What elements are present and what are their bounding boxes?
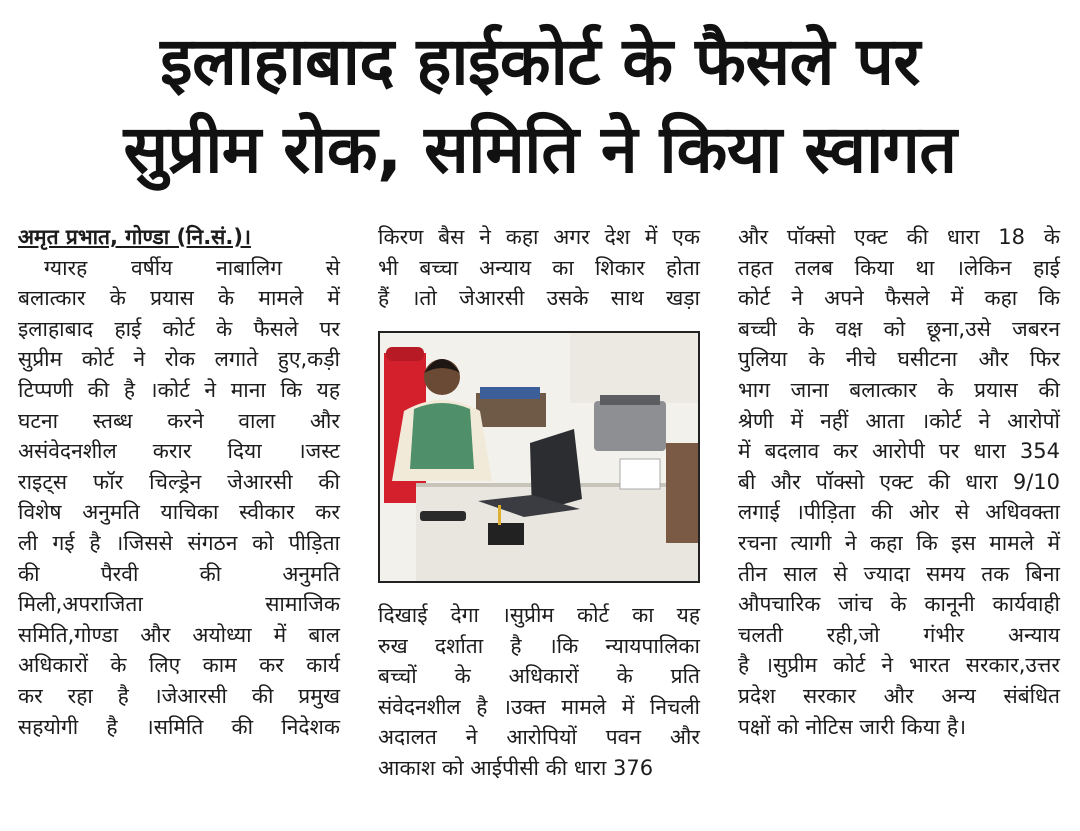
photo-files: [480, 387, 540, 399]
text-line: मिली,अपराजिता सामाजिक: [18, 592, 340, 617]
text-line: अधिकारों के लिए काम कर कार्य: [18, 653, 340, 678]
text-line: बलात्कार के प्रयास के मामले में: [18, 286, 340, 311]
text-line: चलती रही,जो गंभीर अन्याय: [738, 622, 1060, 647]
text-line: प्रदेश सरकार और अन्य संबंधित: [738, 683, 1060, 708]
article-column-2-top: [378, 222, 700, 314]
text-line: बच्चों के अधिकारों के प्रति: [378, 664, 700, 689]
news-photo: [378, 331, 700, 583]
text-line: कर रहा है ।जेआरसी की प्रमुख: [18, 683, 340, 708]
office-scene-illustration: [380, 333, 698, 581]
text-line: बी और पॉक्सो एक्ट की धारा 9/10: [738, 469, 1060, 494]
text-line: भी बच्चा अन्याय का शिकार होता: [378, 255, 700, 280]
photo-printer-tray: [600, 395, 660, 405]
photo-pencil: [498, 505, 501, 525]
text-line: राइट्स फॉर चिल्ड्रेन जेआरसी की: [18, 469, 340, 494]
text-line: किरण बैस ने कहा अगर देश में एक: [378, 225, 700, 249]
photo-chair-top: [386, 347, 424, 361]
photo-phone: [420, 511, 466, 521]
text-line: तीन साल से ज्यादा समय तक बिना: [738, 561, 1060, 586]
photo-window-shade: [570, 333, 698, 403]
headline-line-1: इलाहाबाद हाईकोर्ट के फैसले पर: [160, 23, 920, 100]
text-line: ली गई है ।जिससे संगठन को पीड़िता: [18, 530, 340, 555]
text-line: दिखाई देगा ।सुप्रीम कोर्ट का यह: [378, 603, 700, 627]
text-line: पुलिया के नीचे घसीटना और फिर: [738, 347, 1060, 372]
text-line: हैं ।तो जेआरसी उसके साथ खड़ा: [378, 286, 700, 311]
text-line: संवेदनशील है ।उक्त मामले में निचली: [378, 694, 700, 719]
article-column-3: [738, 222, 1060, 742]
text-line: लगाई ।पीड़िता की ओर से अधिवक्ता: [738, 500, 1060, 525]
text-line: पक्षों को नोटिस जारी किया है।: [738, 714, 967, 739]
text-line: सहयोगी है ।समिति की निदेशक: [18, 714, 340, 739]
text-line: की पैरवी की अनुमति: [18, 561, 340, 586]
photo-printer: [594, 401, 666, 451]
text-line: असंवेदनशील करार दिया ।जस्ट: [18, 439, 340, 464]
text-line: में बदलाव कर आरोपी पर धारा 354: [738, 439, 1060, 464]
text-line: ग्यारह वर्षीय नाबालिग से: [44, 255, 340, 280]
article-column-1: [18, 222, 340, 742]
text-line: कोर्ट ने अपने फैसले में कहा कि: [738, 286, 1060, 311]
text-line: आकाश को आईपीसी की धारा 376: [378, 755, 654, 780]
text-line: घटना स्तब्ध करने वाला और: [18, 408, 340, 433]
photo-nameplate: [620, 459, 660, 489]
text-line: विशेष अनुमति याचिका स्वीकार कर: [18, 500, 340, 525]
text-line: और पॉक्सो एक्ट की धारा 18 के: [738, 225, 1060, 249]
text-line: श्रेणी में नहीं आता ।कोर्ट ने आरोपों: [738, 408, 1060, 433]
text-line: रचना त्यागी ने कहा कि इस मामले में: [738, 530, 1060, 555]
dateline: अमृत प्रभात, गोण्डा (नि.सं.)।: [18, 225, 251, 249]
text-line: इलाहाबाद हाई कोर्ट के फैसले पर: [18, 316, 340, 341]
article-column-2-bottom: [378, 600, 700, 784]
text-line: सुप्रीम कोर्ट ने रोक लगाते हुए,कड़ी: [18, 347, 340, 372]
text-line: रुख दर्शाता है ।कि न्यायपालिका: [378, 633, 700, 658]
text-line: समिति,गोण्डा और अयोध्या में बाल: [18, 622, 340, 647]
photo-pen-stand: [488, 523, 524, 545]
headline: [0, 18, 1080, 194]
text-line: अदालत ने आरोपियों पवन और: [378, 725, 700, 750]
headline-line-2: सुप्रीम रोक, समिति ने किया स्वागत: [123, 111, 957, 188]
text-line: तहत तलब किया था ।लेकिन हाई: [738, 255, 1060, 280]
photo-person-jacket: [410, 403, 474, 469]
photo-wall-panel: [666, 443, 698, 543]
text-line: भाग जाना बलात्कार के प्रयास की: [738, 377, 1060, 402]
text-line: बच्ची के वक्ष को छूना,उसे जबरन: [738, 316, 1060, 341]
text-line: औपचारिक जांच के कानूनी कार्यवाही: [738, 592, 1060, 617]
text-line: है ।सुप्रीम कोर्ट ने भारत सरकार,उत्तर: [738, 653, 1060, 678]
text-line: टिप्पणी की है ।कोर्ट ने माना कि यह: [18, 377, 340, 402]
